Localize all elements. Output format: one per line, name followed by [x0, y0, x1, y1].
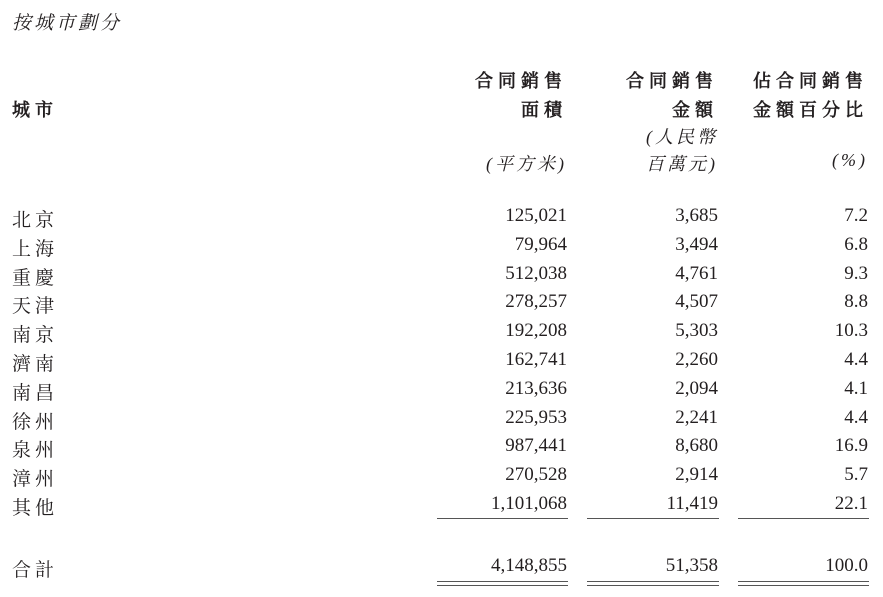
- pct-cell: 7.2: [844, 205, 868, 226]
- table-row: [0, 320, 883, 349]
- header-city: 城市: [12, 100, 58, 121]
- total-double-rule: [587, 581, 719, 586]
- header-amount-line1: 合同銷售: [626, 71, 718, 92]
- pct-cell: 6.8: [844, 233, 868, 255]
- city-cell: 濟南: [12, 354, 59, 375]
- subtotal-rule: [587, 518, 719, 519]
- header-area-unit: (平方米): [486, 154, 567, 174]
- pct-cell: 8.8: [844, 291, 868, 313]
- area-cell: 79,964: [514, 233, 567, 255]
- amount-cell: 3,494: [675, 233, 718, 255]
- pct-cell: 5.7: [844, 464, 868, 486]
- total-area: 4,148,855: [491, 555, 567, 576]
- pct-cell: 4.4: [844, 349, 868, 370]
- city-cell: 南昌: [12, 382, 59, 404]
- table-row: [0, 291, 883, 320]
- area-cell: 512,038: [505, 262, 567, 284]
- header-area-line2: 面積: [521, 100, 567, 121]
- city-cell: 天津: [12, 296, 59, 318]
- total-row: [0, 555, 883, 584]
- pct-cell: 10.3: [834, 320, 868, 342]
- city-cell: 漳州: [12, 469, 59, 491]
- subtotal-rule: [738, 518, 869, 519]
- amount-cell: 3,685: [675, 205, 718, 226]
- city-cell: 其他: [12, 498, 59, 519]
- area-cell: 225,953: [505, 406, 567, 428]
- table-row: [0, 349, 883, 378]
- amount-cell: 8,680: [675, 435, 718, 457]
- header-pct-unit: (%): [832, 150, 868, 170]
- header-pct-line1: 佔合同銷售: [753, 71, 868, 92]
- table-row: [0, 263, 883, 292]
- section-title: 按城市劃分: [12, 13, 123, 34]
- header-amount-unit-line2: 百萬元): [646, 154, 718, 174]
- area-cell: 1,101,068: [491, 493, 567, 514]
- amount-cell: 2,094: [675, 377, 718, 399]
- amount-cell: 11,419: [666, 493, 718, 514]
- table-row: [0, 205, 883, 234]
- header-amount-line2: 金額: [672, 100, 718, 121]
- city-cell: 上海: [12, 238, 59, 260]
- total-double-rule: [437, 581, 568, 586]
- pct-cell: 4.1: [844, 377, 868, 399]
- total-pct: 100.0: [825, 555, 868, 576]
- city-cell: 重慶: [12, 267, 59, 289]
- area-cell: 192,208: [505, 320, 567, 342]
- area-cell: 162,741: [505, 349, 567, 370]
- amount-cell: 2,241: [675, 406, 718, 428]
- amount-cell: 5,303: [675, 320, 718, 342]
- city-cell: 南京: [12, 325, 59, 347]
- header-amount-unit-line1: (人民幣: [646, 127, 718, 147]
- subtotal-rule: [437, 518, 568, 519]
- pct-cell: 4.4: [844, 406, 868, 428]
- header-pct-line2: 金額百分比: [753, 100, 868, 121]
- amount-cell: 2,914: [675, 464, 718, 486]
- header-area-line1: 合同銷售: [475, 71, 567, 92]
- pct-cell: 16.9: [834, 435, 868, 457]
- table-row: [0, 378, 883, 407]
- pct-cell: 22.1: [834, 493, 868, 514]
- pct-cell: 9.3: [844, 262, 868, 284]
- table-row: [0, 435, 883, 464]
- amount-cell: 2,260: [675, 349, 718, 370]
- total-amount: 51,358: [665, 555, 718, 576]
- area-cell: 278,257: [505, 291, 567, 313]
- table-row: [0, 407, 883, 436]
- area-cell: 270,528: [505, 464, 567, 486]
- amount-cell: 4,761: [675, 262, 718, 284]
- area-cell: 213,636: [505, 377, 567, 399]
- table-row: [0, 464, 883, 493]
- area-cell: 125,021: [505, 205, 567, 226]
- total-label: 合計: [12, 560, 59, 581]
- amount-cell: 4,507: [675, 291, 718, 313]
- city-cell: 徐州: [12, 411, 59, 433]
- area-cell: 987,441: [505, 435, 567, 457]
- table-row: [0, 234, 883, 263]
- total-double-rule: [738, 581, 869, 586]
- city-cell: 北京: [12, 210, 59, 231]
- city-cell: 泉州: [12, 440, 59, 462]
